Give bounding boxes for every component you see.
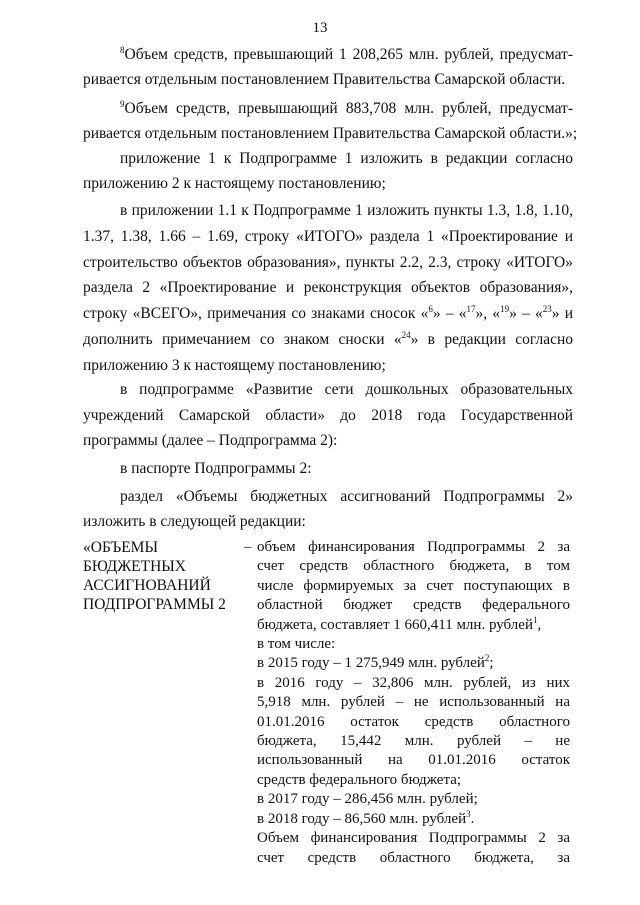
section-heading-cell: «ОБЪЕМЫ БЮДЖЕТНЫХ АССИГНОВАНИЙ ПОДПРОГРАММЫ 2 bbox=[83, 539, 226, 613]
paragraph-subprogram-2: в подпрограмме «Развитие сети дошкольных образовательных учреждений Самарской области» до 2018 года Государственной программы (далее – Подпрограмма 2): bbox=[83, 381, 573, 449]
page-number: 13 bbox=[312, 20, 328, 36]
paragraph-passport: в паспорте Подпрограммы 2: bbox=[120, 460, 312, 477]
footnote-9: $^9$Объем средств, превышающий 883,708 млн. рублей, предусмат- ривается отдельным постановлением Правительства Самарской области.»; bbox=[83, 99, 578, 142]
paragraph-appendix-1: приложение 1 к Подпрограмме 1 изложить в редакции согласно приложению 2 к настоящему постановлению; bbox=[83, 150, 573, 192]
footnote-mark: 9 bbox=[120, 99, 125, 109]
section-content-cell: – объем финансирования Подпрограммы 2 за счет средств областного бюджета, в том числе формируемых за счет поступающих в областной бюджет средств федерального бюджета, составляет 1 660,411 млн. рублей$^1$, в том числе: в 2015 году – 1 275,949 млн. рублей$^2$; в 2016 году – 32,806 млн. рублей, из них 5,918 млн. рублей – не использованный на 01.01.2016 остаток средств областного бюджета, 15,442 млн. рублей – не использованный на 01.01.2016 остаток средств федерального бюджета; в 2017 году – 286,456 млн. рублей; в 2018 году – 86,560 млн. рублей$^3$. Объем финансирования Подпрограммы 2 за счет средств областного бюджета, за bbox=[244, 539, 570, 866]
footnote-mark: 8 bbox=[120, 45, 125, 55]
list-dash: – bbox=[244, 539, 252, 555]
paragraph-section-volumes: раздел «Объемы бюджетных ассигнований Подпрограммы 2» изложить в следующей редакции: bbox=[83, 488, 573, 530]
footnote-8: $^8$Объем средств, превышающий 1 208,265 млн. рублей, предусмат- ривается отдельным постановлением Правительства Самарской области. bbox=[83, 45, 573, 88]
paragraph-appendix-1-1: в приложении 1.1 к Подпрограмме 1 изложить пункты 1.3, 1.8, 1.10, 1.37, 1.38, 1.66 – 1.69, строку «ИТОГО» раздела 1 «Проектирование и строительство объектов образования», пункты 2.2, 2.3, строку «ИТОГО» раздела 2 «Проектирование и реконструкция объектов образования», строку «ВСЕГО», примечания со знаками сносок «$^6$» – «$^{17}$», «$^{19}$» – «$^{23}$» и дополнить примечанием со знаком сноски «$^{24}$» в редакции согласно приложению 3 к настоящему постановлению; bbox=[83, 202, 574, 374]
